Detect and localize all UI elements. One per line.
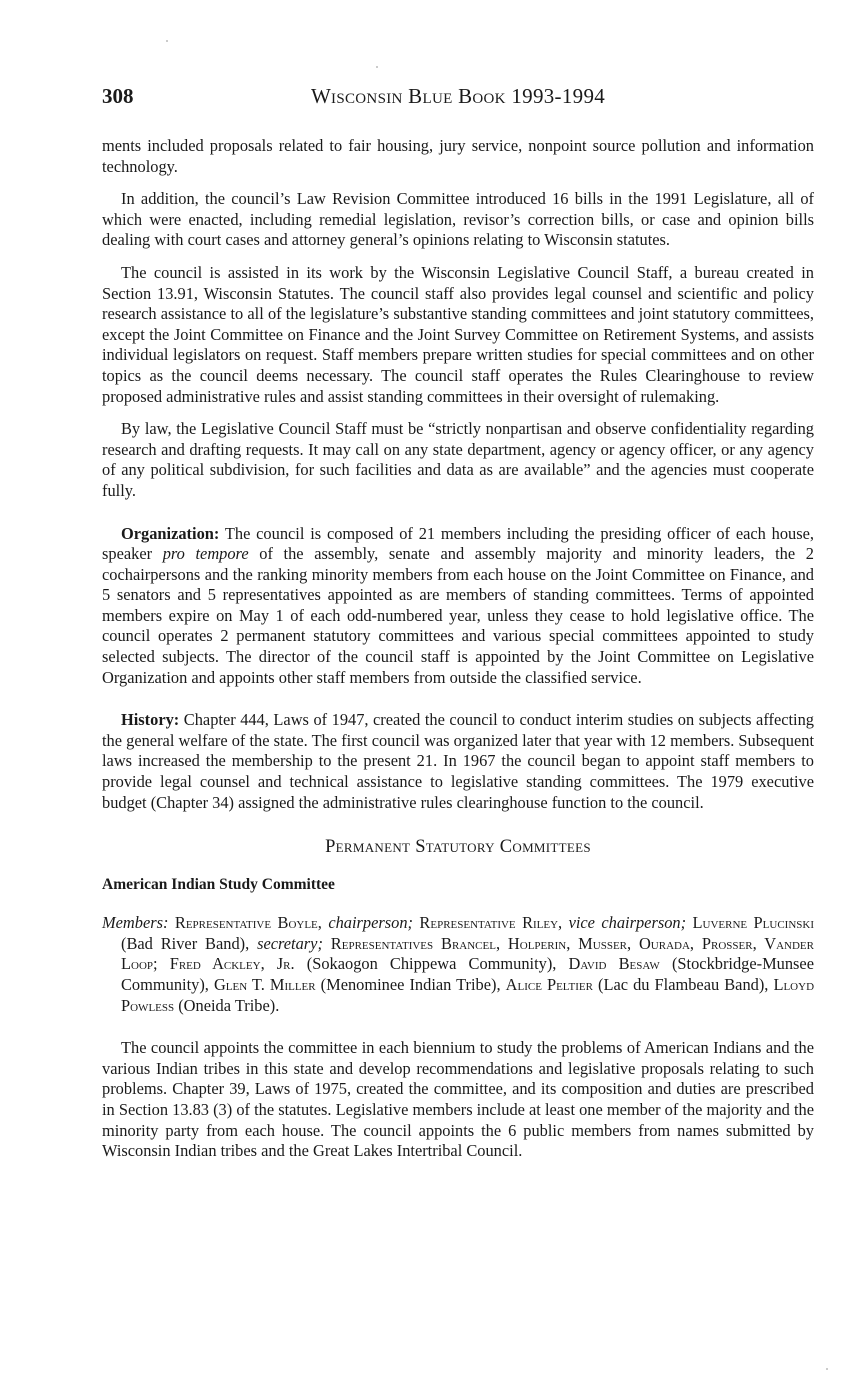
paragraph-law-revision: In addition, the council’s Law Revision Committee introduced 16 bills in the 1991 Legislature, all of which were enacted, including remedial legislation, revisor’s correction bills, or case and opinion bills dealing with court cases and attorney general’s opinions relating to Wisconsin statutes. <box>102 189 814 250</box>
paragraph-history <box>102 710 814 813</box>
committee-members <box>102 913 814 1016</box>
history-text: Chapter 444, Laws of 1947, created the council to conduct interim studies on subjects affecting the general welfare of the state. The first council was organized later that year with 12 members. Subsequent laws increased the membership to the present 21. In 1967 the council began to appoint staff members to provide legal counsel and technical assistance to legislative standing committees. The 1979 executive budget (Chapter 34) assigned the administrative rules clearinghouse function to the council. <box>102 710 814 812</box>
member-affiliation: (Menominee Indian Tribe), <box>315 975 506 994</box>
page-number: 308 <box>102 84 134 108</box>
member-names: Lloyd Powless <box>121 975 815 1015</box>
paragraph-council-staff: The council is assisted in its work by the Wisconsin Legislative Council Staff, a bureau created in Section 13.91, Wisconsin Statutes. The council staff also provides legal counsel and scientific and policy research assistance to all of the legislature’s substantive standing committees and joint statutory committees, except the Joint Committee on Finance and the Joint Survey Committee on Retirement Systems, and assists individual legislators on request. Staff members prepare written studies for special committees and on other topics as the council deems necessary. The council staff operates the Rules Clearinghouse to review proposed administrative rules and assist standing committees in their oversight of rulemaking. <box>102 262 814 406</box>
member-names: Representative Boyle, <box>168 913 329 933</box>
member-names: Representatives Brancel, Holperin, Musser, Ourada, Prosser, Vander Loop; Fred Ackley, Jr. <box>121 933 814 974</box>
committee-heading: American Indian Study Committee <box>102 876 335 894</box>
page-header <box>102 84 814 114</box>
member-names: Representative Riley, <box>413 913 569 933</box>
paragraph-by-law: By law, the Legislative Council Staff must be “strictly nonpartisan and observe confidentiality regarding research and drafting requests. It may call on any state department, agency or agency officer, or any agency of any political subdivision, for such facilities and data as are available” and the agencies must cooperate fully. <box>102 419 814 500</box>
scan-speck <box>166 40 168 42</box>
organization-label: Organization: <box>121 523 220 543</box>
member-affiliation: (Lac du Flambeau Band), <box>592 975 774 994</box>
member-affiliation: (Bad River Band), <box>121 933 258 953</box>
body-text <box>102 136 814 1162</box>
members-label: Members: <box>102 913 169 933</box>
member-names: David Besaw <box>568 954 660 974</box>
running-title: Wisconsin Blue Book 1993-1994 <box>310 84 606 108</box>
scan-speck <box>376 66 378 68</box>
member-affiliation: (Sokaogon Chippewa Community), <box>294 954 569 974</box>
paragraph-committee-description: The council appoints the committee in each biennium to study the problems of American Indians and the various Indian tribes in this state and develop recommendations and legislative proposals relating to such problems. Chapter 39, Laws of 1975, created the committee, and its composition and duties are prescribed in Section 13.83 (3) of the statutes. Legislative members include at least one member of the majority and the minority party from each house. The council appoints the 6 public members from names submitted by Wisconsin Indian tribes and the Great Lakes Intertribal Council. <box>102 1038 814 1161</box>
organization-text-a: The council is composed of 21 members including the presiding officer of each house, speaker <box>102 523 814 564</box>
history-label: History: <box>121 710 180 730</box>
section-heading: Permanent Statutory Committees <box>325 837 591 858</box>
member-role: chairperson; <box>328 913 413 933</box>
member-names: Glen T. Miller <box>213 975 316 994</box>
member-affiliation: (Oneida Tribe). <box>174 995 280 1015</box>
paragraph-continuation: ments included proposals related to fair housing, jury service, nonpoint source pollution and information technology. <box>102 136 814 176</box>
organization-text-b: of the assembly, senate and assembly majority and minority leaders, the 2 cochairpersons and the ranking minority members from each house on the Joint Committee on Finance, and 5 senators and 5 representatives appointed as are members of standing committees. Terms of appointed members expire on May 1 of each odd-numbered year, unless they cease to hold legislative office. The council operates 2 permanent statutory committees and various special committees appointed to study selected subjects. The director of the council staff is appointed by the Joint Committee on Legislative Organization and appoints other staff members from outside the classified service. <box>102 544 814 687</box>
scan-speck <box>826 1368 828 1370</box>
member-role: vice chairperson; <box>568 913 687 933</box>
paragraph-organization <box>102 524 814 689</box>
organization-italic: pro tempore <box>162 544 249 564</box>
member-names: Luverne Plucinski <box>686 913 814 933</box>
member-role: secretary; <box>257 933 323 953</box>
member-names: Alice Peltier <box>505 975 593 994</box>
member-affiliation: (Stockbridge-Munsee Community), <box>121 954 814 994</box>
